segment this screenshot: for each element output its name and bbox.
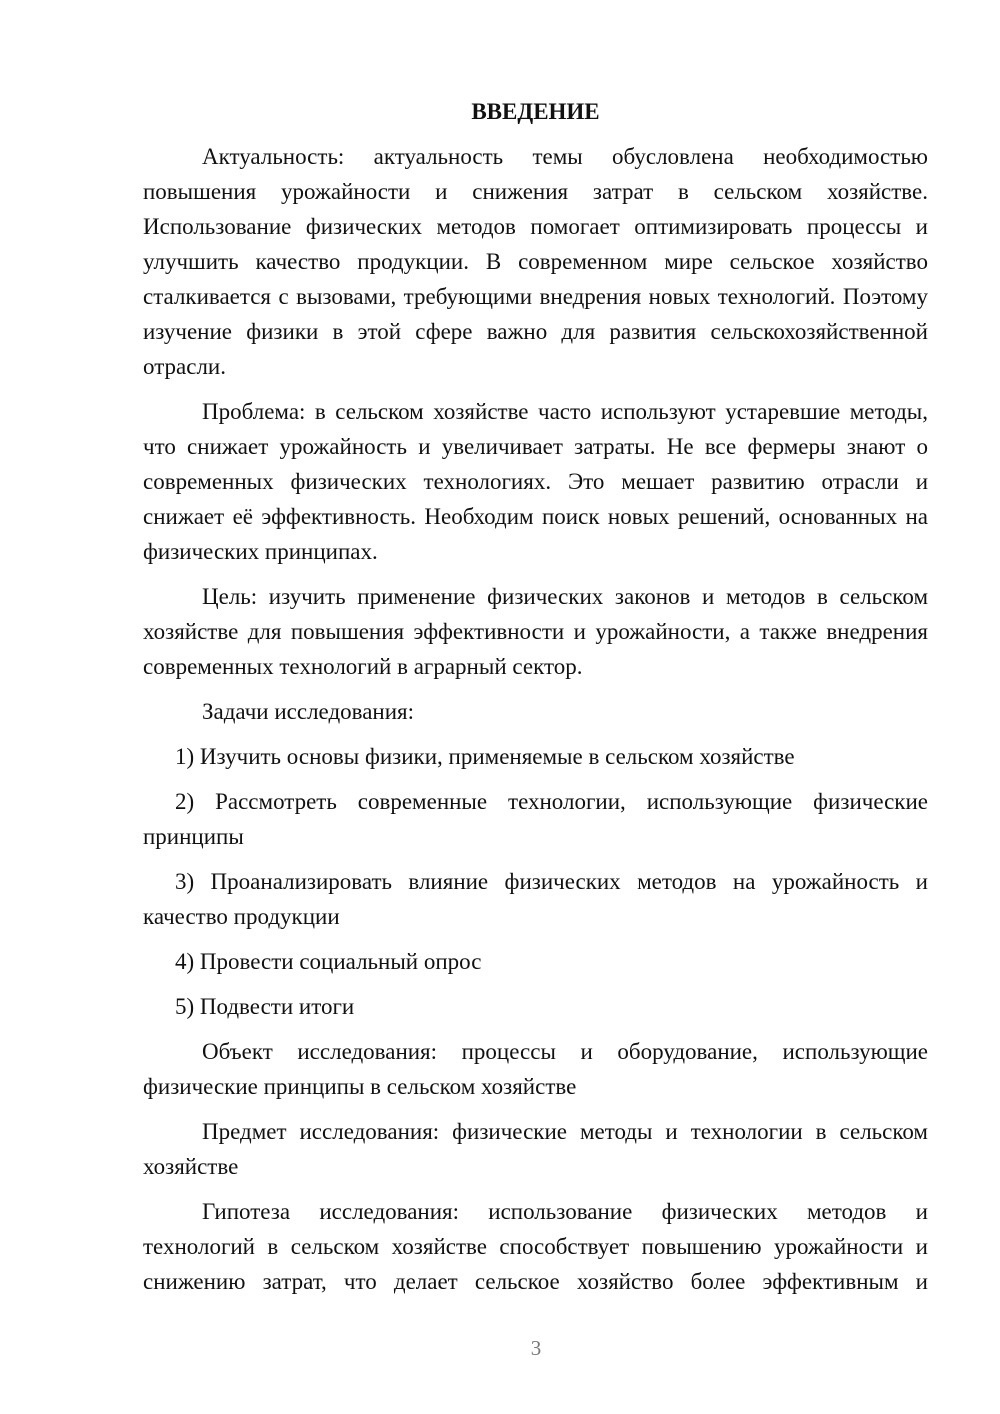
- section-title: ВВЕДЕНИЕ: [471, 99, 600, 124]
- subject-paragraph: Предмет исследования: физические методы и технологии в сельском хозяйстве: [143, 1119, 928, 1179]
- task-item-3: 3) Проанализировать влияние физических методов на урожайность и качество продукции: [143, 869, 928, 929]
- relevance-paragraph: Актуальность: актуальность темы обусловлена необходимостью повышения урожайности и снижения затрат в сельском хозяйстве. Использование физических методов помогает оптимизировать процессы и улучшить качество продукции. В современном мире сельское хозяйство сталкивается с вызовами, требующими внедрения новых технологий. Поэтому изучение физики в этой сфере важно для развития сельскохозяйственной отрасли.: [143, 144, 928, 379]
- document-body: [143, 94, 928, 1299]
- object-paragraph: Объект исследования: процессы и оборудование, использующие физические принципы в сельском хозяйстве: [143, 1039, 928, 1099]
- goal-paragraph: Цель: изучить применение физических законов и методов в сельском хозяйстве для повышения эффективности и урожайности, а также внедрения современных технологий в аграрный сектор.: [143, 584, 928, 679]
- tasks-heading: Задачи исследования:: [202, 699, 415, 724]
- task-item-1: 1) Изучить основы физики, применяемые в сельском хозяйстве: [175, 744, 795, 769]
- task-item-4: 4) Провести социальный опрос: [175, 949, 482, 974]
- page-number: 3: [530, 1336, 542, 1360]
- problem-paragraph: Проблема: в сельском хозяйстве часто используют устаревшие методы, что снижает урожайность и увеличивает затраты. Не все фермеры знают о современных физических технологиях. Это мешает развитию отрасли и снижает её эффективность. Необходим поиск новых решений, основанных на физических принципах.: [143, 399, 928, 564]
- task-item-5: 5) Подвести итоги: [175, 994, 355, 1019]
- hypothesis-paragraph: Гипотеза исследования: использование физических методов и технологий в сельском хозяйстве способствует повышению урожайности и снижению затрат, что делает сельское хозяйство более эффективным и: [143, 1199, 928, 1294]
- task-item-2: 2) Рассмотреть современные технологии, использующие физические принципы: [143, 789, 928, 849]
